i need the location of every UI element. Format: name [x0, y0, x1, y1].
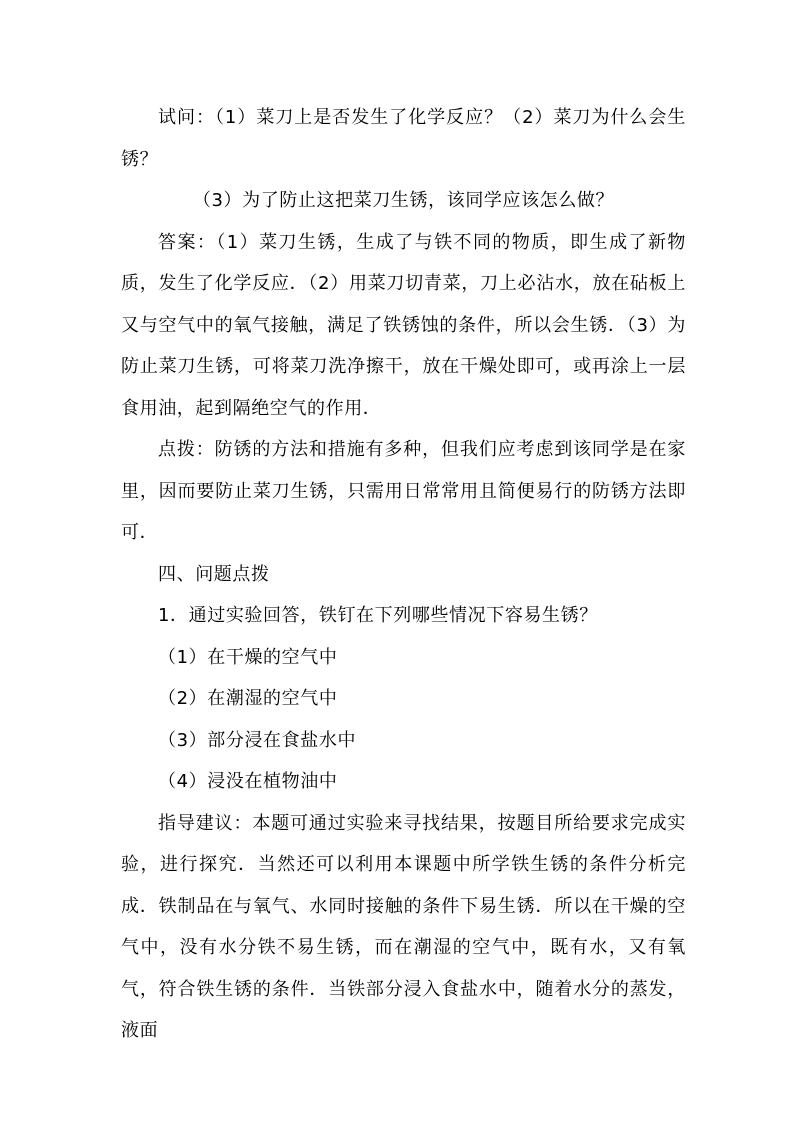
option-4: （4）浸没在植物油中: [158, 771, 338, 792]
section-heading: 四、问题点拨: [158, 563, 270, 585]
problem-1: 1．通过实验回答，铁钉在下列哪些情况下容易生锈？: [158, 605, 598, 626]
guidance-paragraph: 指导建议：本题可通过实验来寻找结果，按题目所给要求完成实验，进行探究．当然还可以利用本课题中所学铁生锈的条件分析完成．铁制品在与氧气、水同时接触的条件下易生锈．所以在干燥的空气中，没有水分铁不易生锈，而在潮湿的空气中，既有水，又有氧气，符合铁生锈的条件．当铁部分浸入食盐水中，随着水分的蒸发，液面: [121, 812, 686, 1041]
question-paragraph: 试问：（1）菜刀上是否发生了化学反应？（2）菜刀为什么会生锈？: [121, 107, 686, 170]
option-3: （3）部分浸在食盐水中: [158, 729, 357, 751]
hint-paragraph: 点拨：防锈的方法和措施有多种，但我们应考虑到该同学是在家里，因而要防止菜刀生锈，只需用日常常用且简便易行的防锈方法即可．: [121, 439, 686, 543]
document-body: [121, 97, 686, 1052]
option-1: （1）在干燥的空气中: [158, 646, 338, 668]
answer-paragraph: 答案：（1）菜刀生锈，生成了与铁不同的物质，即生成了新物质，发生了化学反应．（2）用菜刀切青菜，刀上必沾水，放在砧板上又与空气中的氧气接触，满足了铁锈蚀的条件，所以会生锈．（3）为防止菜刀生锈，可将菜刀洗净擦干，放在干燥处即可，或再涂上一层食用油，起到隔绝空气的作用．: [121, 231, 686, 419]
option-2: （2）在潮湿的空气中: [158, 688, 338, 709]
question-part-3: （3）为了防止这把菜刀生锈，该同学应该怎么做？: [192, 190, 615, 211]
